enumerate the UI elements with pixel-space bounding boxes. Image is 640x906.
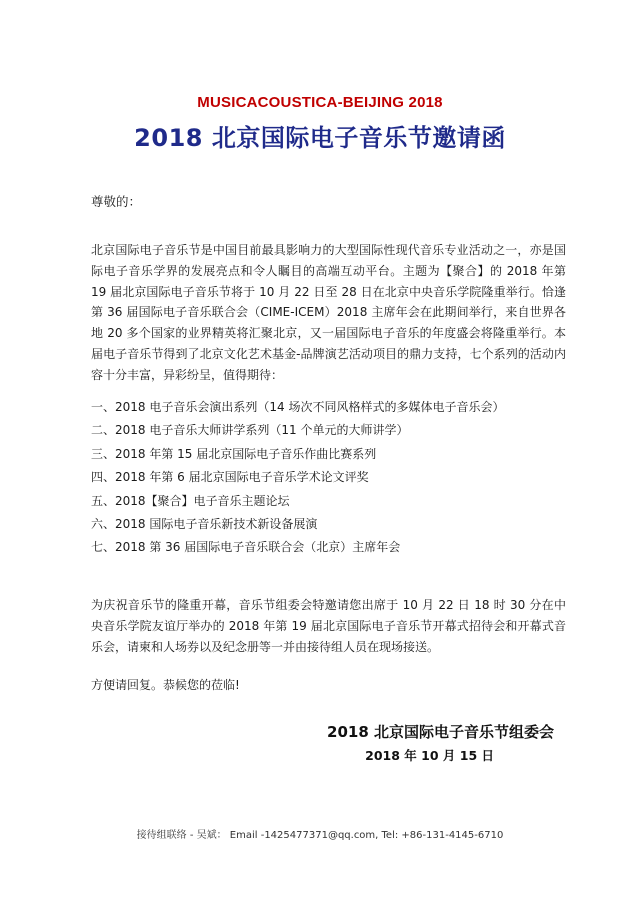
invitation-title: 2018 北京国际电子音乐节邀请函 — [134, 124, 506, 152]
contact-footer: 接待组联络 - 吴斌： Email -1425477371@qq.com, Tel: +86-131-4145-6710 — [136, 830, 504, 841]
closing-line: 方便请回复。恭候您的莅临! — [91, 678, 240, 692]
program-list-item: 七、2018 第 36 届国际电子音乐联合会（北京）主席年会 — [91, 540, 401, 555]
program-list-item: 二、2018 电子音乐大师讲学系列（11 个单元的大师讲学） — [91, 423, 409, 438]
program-list — [91, 396, 571, 560]
program-list-item: 六、2018 国际电子音乐新技术新设备展演 — [91, 516, 318, 531]
program-list-item: 四、2018 年第 6 届北京国际电子音乐学术论文评奖 — [91, 470, 369, 485]
invitation-paragraph: 为庆祝音乐节的隆重开幕，音乐节组委会特邀请您出席于 10 月 22 日 18 时 30 分在中央音乐学院友谊厅举办的 2018 年第 19 届北京国际电子音乐节开幕式招待会和开幕式音乐会，请柬和人场券以及纪念册等一并由接待组人员在现场接送。 — [91, 598, 566, 654]
salutation: 尊敬的： — [91, 194, 142, 209]
program-list-item: 五、2018【聚合】电子音乐主题论坛 — [91, 493, 290, 508]
program-list-item: 三、2018 年第 15 届北京国际电子音乐作曲比赛系列 — [91, 446, 377, 461]
intro-paragraph: 北京国际电子音乐节是中国目前最具影响力的大型国际性现代音乐专业活动之一，亦是国际电子音乐学界的发展亮点和令人瞩目的高端互动平台。主题为【聚合】的 2018 年第 19 届北京国际电子音乐节将于 10 月 22 日至 28 日在北京中央音乐学院隆重举行。恰逢第 36 届国际电子音乐联合会（CIME-ICEM）2018 主席年会在此期间举行，来自世界各地 20 多个国家的业界精英将汇聚北京，又一届国际电子音乐的年度盛会将隆重举行。本届电子音乐节得到了北京文化艺术基金-品牌演艺活动项目的鼎力支持，七个系列的活动内容十分丰富，异彩纷呈，值得期待： — [91, 243, 566, 382]
signature-date: 2018 年 10 月 15 日 — [365, 748, 494, 763]
signature-organization: 2018 北京国际电子音乐节组委会 — [327, 723, 554, 741]
program-list-item: 一、2018 电子音乐会演出系列（14 场次不同风格样式的多媒体电子音乐会） — [91, 400, 505, 414]
english-event-title: MUSICACOUSTICA-BEIJING 2018 — [197, 94, 443, 111]
